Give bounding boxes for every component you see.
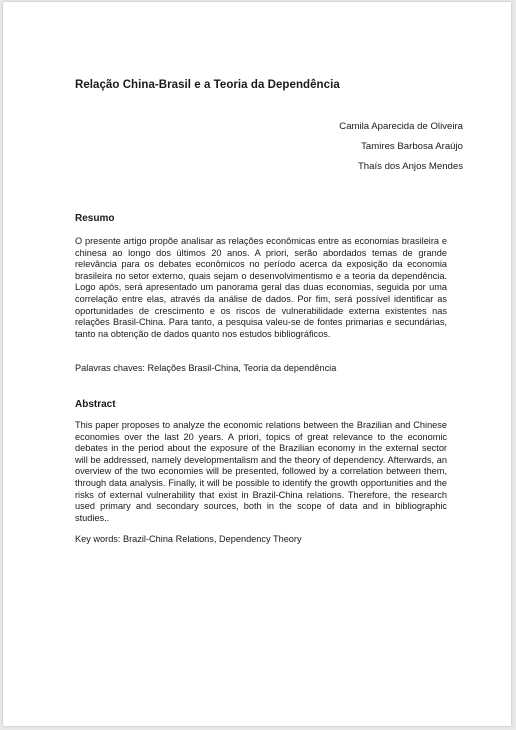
author-name: Camila Aparecida de Oliveira xyxy=(339,121,463,132)
abstract-heading: Abstract xyxy=(75,399,116,410)
author-name: Tamires Barbosa Araújo xyxy=(361,141,463,152)
author-list xyxy=(339,117,463,177)
resumo-heading: Resumo xyxy=(75,213,115,224)
abstract-text: This paper proposes to analyze the economic relations between the Brazilian and Chinese economies over the last 20 years. A priori, topics of great relevance to the economic debates in the period about the exposure of the Brazilian economy in the external sector will be addressed, namely developmentalism and the theory of dependency. Afterwards, an overview of the two economies will be presented, followed by a correlation between them, through data analysis. Finally, it will be possible to identify the growth opportunities and the risks of external vulnerability that exist in Brazil-China relations. Therefore, the research used primary and secondary sources, both in the scope of data and in bibliographic studies.. xyxy=(75,420,447,523)
paper-title: Relação China-Brasil e a Teoria da Dependência xyxy=(75,79,340,91)
resumo-text: O presente artigo propõe analisar as relações econômicas entre as economias brasileira e chinesa ao longo dos últimos 20 anos. A priori, serão abordados temas de grande relevância para os debates econômicos no período acerca da exposição da economia brasileira no setor externo, quais sejam o desenvolvimentismo e a teoria da dependência. Logo após, será apresentado um panorama geral das duas economias, seguida por uma correlação entre elas, através da análise de dados. Por fim, será possível identificar as oportunidades de crescimento e os riscos de vulnerabilidade externa existentes nas relações Brasil-China. Para tanto, a pesquisa valeu-se de fontes primarias e secundárias, tanto na obtenção de dados quanto nos estudos bibliográficos. xyxy=(75,236,447,339)
resumo-keywords: Palavras chaves: Relações Brasil-China, Teoria da dependência xyxy=(75,363,337,373)
paper-page xyxy=(3,2,511,726)
author-name: Thaís dos Anjos Mendes xyxy=(357,161,463,172)
abstract-keywords: Key words: Brazil-China Relations, Dependency Theory xyxy=(75,534,302,544)
